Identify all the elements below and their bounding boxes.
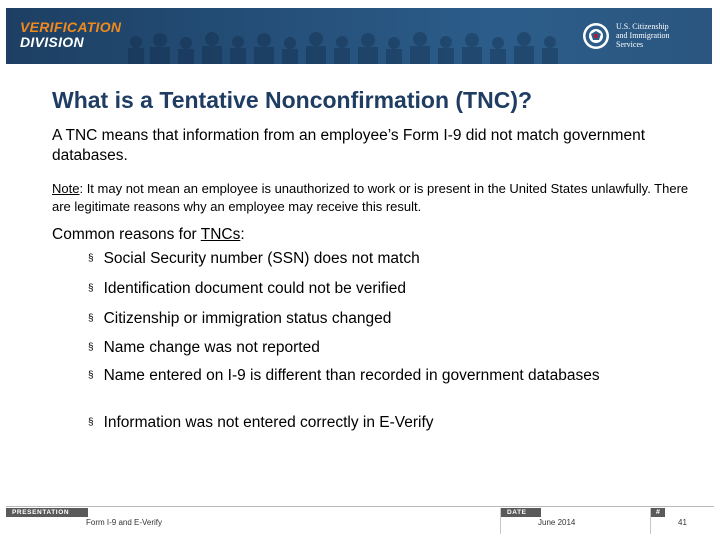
reasons-heading-suffix: : <box>240 226 245 243</box>
agency-name <box>616 22 712 49</box>
list-item <box>88 367 618 387</box>
footer <box>6 508 714 534</box>
note-paragraph <box>52 180 702 216</box>
bullet-icon: § <box>88 253 94 264</box>
agency-name-line3: Services <box>616 40 644 49</box>
bullet-icon: § <box>88 283 94 294</box>
reason-text: Identification document could not be verified <box>103 280 407 297</box>
agency-name-line2: and Immigration <box>616 31 670 40</box>
crowd-silhouette-graphic <box>126 28 566 64</box>
reason-text: Citizenship or immigration status changed <box>103 310 392 327</box>
reason-text: Name change was not reported <box>103 339 320 356</box>
presentation-value: Form I-9 and E-Verify <box>86 518 163 527</box>
reason-text: Information was not entered correctly in E-Verify <box>103 414 434 431</box>
page-number: 41 <box>678 518 687 527</box>
division-title-line1: VERIFICATION <box>20 19 122 35</box>
list-item <box>88 250 648 270</box>
list-item <box>88 339 648 359</box>
footer-divider <box>6 506 714 507</box>
note-label: Note <box>52 181 80 196</box>
date-value: June 2014 <box>538 518 576 527</box>
reasons-heading <box>52 226 245 244</box>
list-item <box>88 310 648 330</box>
bullet-icon: § <box>88 342 94 353</box>
list-item <box>88 414 648 434</box>
note-text: : It may not mean an employee is unauthorized to work or is present in the United States unlawfully. There are legitimate reasons why an employee may receive this result. <box>52 181 689 214</box>
presentation-label: PRESENTATION <box>6 508 88 517</box>
bullet-icon: § <box>88 417 94 428</box>
page-label: # <box>651 508 665 517</box>
agency-name-line1: U.S. Citizenship <box>616 22 669 31</box>
bullet-icon: § <box>88 313 94 324</box>
header-banner <box>6 8 712 64</box>
bullet-icon: § <box>88 370 94 381</box>
reasons-heading-prefix: Common reasons for <box>52 226 201 243</box>
reasons-heading-underlined: TNCs <box>200 226 241 243</box>
reason-text: Name entered on I-9 is different than recorded in government databases <box>103 367 600 384</box>
intro-paragraph: A TNC means that information from an employee’s Form I-9 did not match government databases. <box>52 127 645 164</box>
dhs-seal-icon <box>582 22 610 50</box>
slide-title: What is a Tentative Nonconfirmation (TNC)? <box>52 87 533 113</box>
reason-text: Social Security number (SSN) does not match <box>103 250 420 267</box>
date-label: DATE <box>501 508 541 517</box>
division-title <box>20 20 121 50</box>
division-title-line2: DIVISION <box>20 34 84 50</box>
list-item <box>88 280 648 300</box>
